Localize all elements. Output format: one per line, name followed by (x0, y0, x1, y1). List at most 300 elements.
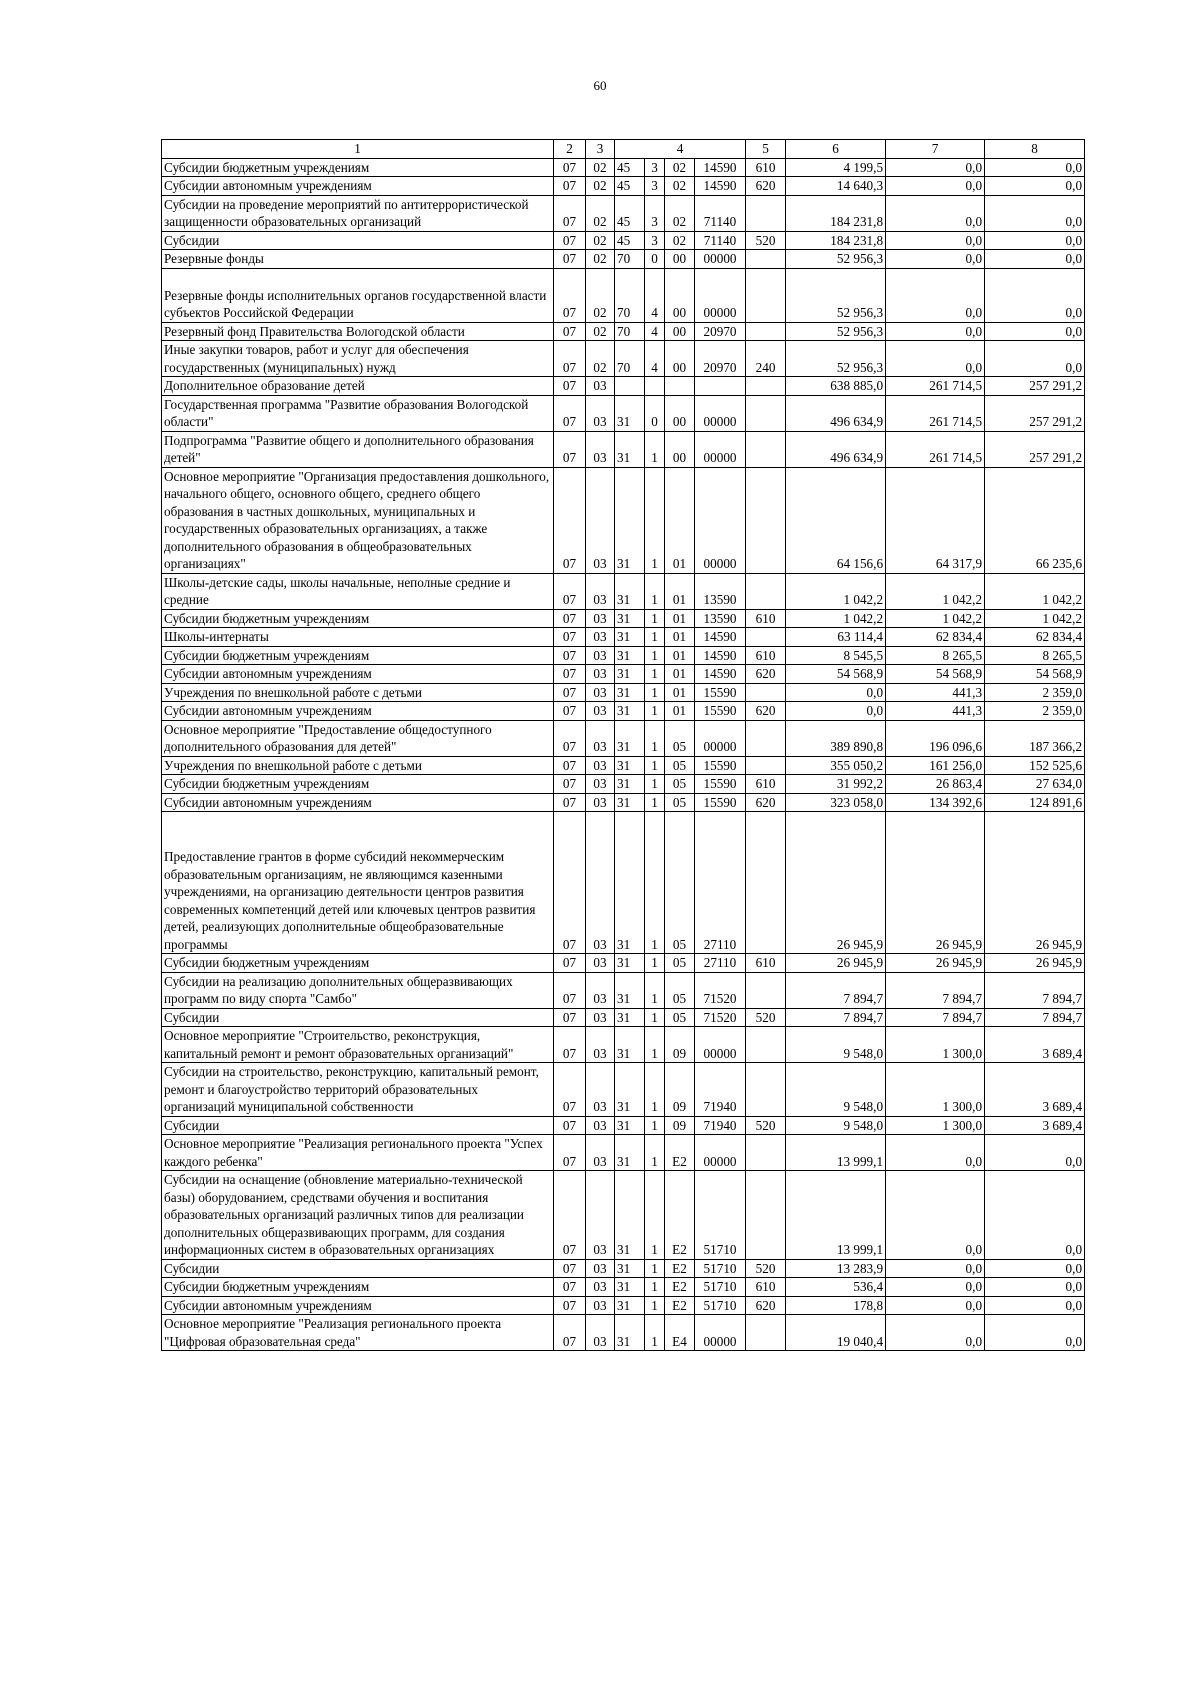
section-code-cell: 07 (554, 972, 586, 1008)
activity-code-cell: E2 (665, 1135, 695, 1171)
row-name-cell: Субсидии бюджетным учреждениям (162, 158, 554, 177)
expense-type-cell: 610 (746, 954, 786, 973)
amount-year2-cell: 1 300,0 (886, 1116, 985, 1135)
program-code-cell: 31 (615, 1027, 645, 1063)
program-code-cell: 31 (615, 1315, 645, 1351)
subsection-code-cell: 03 (586, 377, 615, 396)
table-row (162, 177, 1085, 196)
activity-code-cell: 05 (665, 954, 695, 973)
program-code-cell: 31 (615, 1008, 645, 1027)
direction-code-cell: 00000 (695, 1027, 746, 1063)
subsection-code-cell: 03 (586, 720, 615, 756)
row-name-cell: Субсидии автономным учреждениям (162, 665, 554, 684)
expense-type-cell: 620 (746, 665, 786, 684)
amount-year3-cell: 3 689,4 (985, 1116, 1085, 1135)
amount-year3-cell: 66 235,6 (985, 467, 1085, 573)
amount-year1-cell: 389 890,8 (786, 720, 886, 756)
direction-code-cell: 51710 (695, 1278, 746, 1297)
direction-code-cell: 00000 (695, 395, 746, 431)
direction-code-cell: 00000 (695, 1135, 746, 1171)
header-cell: 8 (985, 140, 1085, 159)
section-code-cell: 07 (554, 1278, 586, 1297)
activity-code-cell: 09 (665, 1063, 695, 1117)
activity-code-cell: 00 (665, 341, 695, 377)
section-code-cell: 07 (554, 1135, 586, 1171)
expense-type-cell (746, 268, 786, 322)
program-code-cell: 70 (615, 250, 645, 269)
expense-type-cell (746, 195, 786, 231)
amount-year1-cell: 13 999,1 (786, 1135, 886, 1171)
subsection-code-cell: 02 (586, 250, 615, 269)
program-code-cell: 31 (615, 395, 645, 431)
expense-type-cell (746, 756, 786, 775)
table-row (162, 1171, 1085, 1260)
amount-year2-cell: 0,0 (886, 250, 985, 269)
expense-type-cell: 610 (746, 646, 786, 665)
table-row (162, 377, 1085, 396)
subprogram-code-cell: 1 (645, 683, 665, 702)
amount-year3-cell: 2 359,0 (985, 683, 1085, 702)
subprogram-code-cell: 1 (645, 1171, 665, 1260)
row-name-cell: Резервный фонд Правительства Вологодской области (162, 322, 554, 341)
amount-year2-cell: 134 392,6 (886, 793, 985, 812)
amount-year2-cell: 261 714,5 (886, 377, 985, 396)
amount-year1-cell: 8 545,5 (786, 646, 886, 665)
amount-year1-cell: 1 042,2 (786, 573, 886, 609)
subprogram-code-cell: 1 (645, 1259, 665, 1278)
amount-year2-cell: 26 945,9 (886, 954, 985, 973)
row-name-cell: Субсидии бюджетным учреждениям (162, 1278, 554, 1297)
section-code-cell: 07 (554, 395, 586, 431)
expense-type-cell (746, 972, 786, 1008)
amount-year1-cell: 54 568,9 (786, 665, 886, 684)
section-code-cell: 07 (554, 793, 586, 812)
expense-type-cell (746, 377, 786, 396)
subprogram-code-cell: 1 (645, 573, 665, 609)
program-code-cell: 31 (615, 972, 645, 1008)
subsection-code-cell: 03 (586, 609, 615, 628)
expense-type-cell: 520 (746, 231, 786, 250)
amount-year3-cell: 1 042,2 (985, 609, 1085, 628)
amount-year3-cell: 257 291,2 (985, 395, 1085, 431)
subsection-code-cell: 02 (586, 195, 615, 231)
direction-code-cell: 13590 (695, 573, 746, 609)
amount-year2-cell: 26 945,9 (886, 812, 985, 954)
amount-year1-cell: 19 040,4 (786, 1315, 886, 1351)
amount-year3-cell: 0,0 (985, 1135, 1085, 1171)
row-name-cell: Субсидии автономным учреждениям (162, 177, 554, 196)
expense-type-cell: 620 (746, 1296, 786, 1315)
amount-year3-cell: 257 291,2 (985, 431, 1085, 467)
amount-year2-cell: 0,0 (886, 1278, 985, 1297)
row-name-cell: Субсидии бюджетным учреждениям (162, 954, 554, 973)
amount-year2-cell: 161 256,0 (886, 756, 985, 775)
program-code-cell: 45 (615, 195, 645, 231)
program-code-cell: 45 (615, 158, 645, 177)
activity-code-cell: 01 (665, 628, 695, 647)
amount-year2-cell: 1 300,0 (886, 1063, 985, 1117)
direction-code-cell: 71140 (695, 231, 746, 250)
amount-year2-cell: 7 894,7 (886, 1008, 985, 1027)
table-row (162, 1315, 1085, 1351)
table-body (162, 158, 1085, 1351)
subprogram-code-cell: 1 (645, 1278, 665, 1297)
amount-year3-cell: 0,0 (985, 158, 1085, 177)
amount-year3-cell: 8 265,5 (985, 646, 1085, 665)
subprogram-code-cell: 1 (645, 665, 665, 684)
activity-code-cell: 00 (665, 431, 695, 467)
program-code-cell: 31 (615, 1116, 645, 1135)
section-code-cell: 07 (554, 1296, 586, 1315)
program-code-cell: 31 (615, 609, 645, 628)
section-code-cell: 07 (554, 665, 586, 684)
expense-type-cell (746, 250, 786, 269)
subsection-code-cell: 02 (586, 231, 615, 250)
table-row (162, 1259, 1085, 1278)
program-code-cell: 31 (615, 1278, 645, 1297)
expense-type-cell (746, 1027, 786, 1063)
subsection-code-cell: 03 (586, 683, 615, 702)
amount-year1-cell: 13 999,1 (786, 1171, 886, 1260)
direction-code-cell: 14590 (695, 177, 746, 196)
row-name-cell: Резервные фонды исполнительных органов государственной власти субъектов Российской Федерации (162, 268, 554, 322)
row-name-cell: Основное мероприятие "Предоставление общедоступного дополнительного образования для детей" (162, 720, 554, 756)
amount-year2-cell: 1 042,2 (886, 609, 985, 628)
amount-year1-cell: 31 992,2 (786, 775, 886, 794)
table-row (162, 1008, 1085, 1027)
header-cell: 5 (746, 140, 786, 159)
table-header-row (162, 140, 1085, 159)
row-name-cell: Субсидии бюджетным учреждениям (162, 646, 554, 665)
direction-code-cell: 51710 (695, 1259, 746, 1278)
subsection-code-cell: 03 (586, 1315, 615, 1351)
row-name-cell: Субсидии (162, 231, 554, 250)
direction-code-cell: 20970 (695, 322, 746, 341)
table-row (162, 431, 1085, 467)
amount-year2-cell: 441,3 (886, 702, 985, 721)
subsection-code-cell: 03 (586, 756, 615, 775)
amount-year1-cell: 4 199,5 (786, 158, 886, 177)
activity-code-cell: 02 (665, 158, 695, 177)
amount-year2-cell: 0,0 (886, 1259, 985, 1278)
amount-year3-cell: 0,0 (985, 1171, 1085, 1260)
expense-type-cell (746, 1135, 786, 1171)
subsection-code-cell: 03 (586, 665, 615, 684)
page-number: 60 (593, 78, 607, 93)
amount-year3-cell: 0,0 (985, 341, 1085, 377)
program-code-cell: 31 (615, 628, 645, 647)
activity-code-cell: 01 (665, 646, 695, 665)
program-code-cell: 31 (615, 756, 645, 775)
amount-year2-cell: 261 714,5 (886, 431, 985, 467)
row-name-cell: Резервные фонды (162, 250, 554, 269)
amount-year3-cell: 54 568,9 (985, 665, 1085, 684)
header-cell: 2 (554, 140, 586, 159)
table-row (162, 1278, 1085, 1297)
expense-type-cell (746, 322, 786, 341)
direction-code-cell: 00000 (695, 1315, 746, 1351)
table-row (162, 250, 1085, 269)
row-name-cell: Субсидии (162, 1259, 554, 1278)
section-code-cell: 07 (554, 268, 586, 322)
direction-code-cell: 15590 (695, 775, 746, 794)
amount-year3-cell: 0,0 (985, 250, 1085, 269)
amount-year3-cell: 62 834,4 (985, 628, 1085, 647)
subprogram-code-cell: 1 (645, 756, 665, 775)
subsection-code-cell: 02 (586, 177, 615, 196)
table-row (162, 341, 1085, 377)
program-code-cell: 70 (615, 322, 645, 341)
activity-code-cell (665, 377, 695, 396)
direction-code-cell: 14590 (695, 665, 746, 684)
section-code-cell: 07 (554, 158, 586, 177)
section-code-cell: 07 (554, 702, 586, 721)
program-code-cell: 31 (615, 1171, 645, 1260)
direction-code-cell: 00000 (695, 720, 746, 756)
table-row (162, 268, 1085, 322)
amount-year3-cell: 7 894,7 (985, 1008, 1085, 1027)
program-code-cell: 31 (615, 954, 645, 973)
program-code-cell: 31 (615, 683, 645, 702)
row-name-cell: Субсидии автономным учреждениям (162, 1296, 554, 1315)
table-row (162, 665, 1085, 684)
amount-year2-cell: 0,0 (886, 1296, 985, 1315)
amount-year1-cell: 638 885,0 (786, 377, 886, 396)
header-cell: 6 (786, 140, 886, 159)
amount-year2-cell: 0,0 (886, 341, 985, 377)
subprogram-code-cell: 1 (645, 702, 665, 721)
amount-year2-cell: 261 714,5 (886, 395, 985, 431)
table-row (162, 812, 1085, 954)
activity-code-cell: 00 (665, 268, 695, 322)
subsection-code-cell: 03 (586, 1063, 615, 1117)
row-name-cell: Школы-детские сады, школы начальные, неполные средние и средние (162, 573, 554, 609)
table-row (162, 628, 1085, 647)
section-code-cell: 07 (554, 756, 586, 775)
amount-year3-cell: 3 689,4 (985, 1027, 1085, 1063)
table-row (162, 1027, 1085, 1063)
row-name-cell: Субсидии автономным учреждениям (162, 793, 554, 812)
table-row (162, 609, 1085, 628)
amount-year2-cell: 8 265,5 (886, 646, 985, 665)
subsection-code-cell: 03 (586, 646, 615, 665)
amount-year3-cell: 27 634,0 (985, 775, 1085, 794)
program-code-cell: 31 (615, 646, 645, 665)
row-name-cell: Основное мероприятие "Реализация регионального проекта "Цифровая образовательная среда" (162, 1315, 554, 1351)
direction-code-cell: 71520 (695, 972, 746, 1008)
subsection-code-cell: 02 (586, 341, 615, 377)
expense-type-cell (746, 395, 786, 431)
program-code-cell: 70 (615, 268, 645, 322)
amount-year2-cell: 441,3 (886, 683, 985, 702)
table-row (162, 231, 1085, 250)
direction-code-cell: 00000 (695, 268, 746, 322)
direction-code-cell: 51710 (695, 1296, 746, 1315)
amount-year1-cell: 7 894,7 (786, 1008, 886, 1027)
header-cell: 4 (615, 140, 746, 159)
amount-year3-cell: 152 525,6 (985, 756, 1085, 775)
amount-year2-cell: 196 096,6 (886, 720, 985, 756)
activity-code-cell: 01 (665, 683, 695, 702)
subsection-code-cell: 03 (586, 628, 615, 647)
subsection-code-cell: 03 (586, 1171, 615, 1260)
amount-year3-cell: 124 891,6 (985, 793, 1085, 812)
amount-year1-cell: 26 945,9 (786, 812, 886, 954)
subprogram-code-cell: 1 (645, 720, 665, 756)
subprogram-code-cell: 1 (645, 775, 665, 794)
amount-year2-cell: 1 042,2 (886, 573, 985, 609)
section-code-cell: 07 (554, 1008, 586, 1027)
expense-type-cell (746, 683, 786, 702)
expense-type-cell: 520 (746, 1116, 786, 1135)
activity-code-cell: 05 (665, 793, 695, 812)
table-row (162, 793, 1085, 812)
amount-year2-cell: 0,0 (886, 1171, 985, 1260)
activity-code-cell: 01 (665, 573, 695, 609)
section-code-cell: 07 (554, 1259, 586, 1278)
amount-year3-cell: 0,0 (985, 322, 1085, 341)
amount-year1-cell: 496 634,9 (786, 431, 886, 467)
amount-year2-cell: 0,0 (886, 231, 985, 250)
expense-type-cell: 610 (746, 1278, 786, 1297)
table-row (162, 1296, 1085, 1315)
program-code-cell (615, 377, 645, 396)
section-code-cell: 07 (554, 322, 586, 341)
header-cell: 1 (162, 140, 554, 159)
subprogram-code-cell: 3 (645, 158, 665, 177)
amount-year1-cell: 52 956,3 (786, 322, 886, 341)
activity-code-cell: E2 (665, 1259, 695, 1278)
amount-year1-cell: 64 156,6 (786, 467, 886, 573)
expense-type-cell (746, 812, 786, 954)
subsection-code-cell: 03 (586, 1008, 615, 1027)
table-row (162, 720, 1085, 756)
row-name-cell: Субсидии на строительство, реконструкцию, капитальный ремонт, ремонт и благоустройство территорий образовательных организаций муниципальной собственности (162, 1063, 554, 1117)
expense-type-cell (746, 431, 786, 467)
section-code-cell: 07 (554, 195, 586, 231)
direction-code-cell: 13590 (695, 609, 746, 628)
subprogram-code-cell: 1 (645, 793, 665, 812)
row-name-cell: Иные закупки товаров, работ и услуг для обеспечения государственных (муниципальных) нужд (162, 341, 554, 377)
program-code-cell: 31 (615, 702, 645, 721)
section-code-cell: 07 (554, 628, 586, 647)
table-row (162, 467, 1085, 573)
subsection-code-cell: 03 (586, 1027, 615, 1063)
amount-year1-cell: 184 231,8 (786, 231, 886, 250)
row-name-cell: Государственная программа "Развитие образования Вологодской области" (162, 395, 554, 431)
amount-year2-cell: 0,0 (886, 322, 985, 341)
amount-year1-cell: 0,0 (786, 683, 886, 702)
direction-code-cell: 00000 (695, 431, 746, 467)
amount-year1-cell: 52 956,3 (786, 341, 886, 377)
section-code-cell: 07 (554, 646, 586, 665)
activity-code-cell: 05 (665, 1008, 695, 1027)
subsection-code-cell: 03 (586, 1278, 615, 1297)
amount-year1-cell: 9 548,0 (786, 1063, 886, 1117)
activity-code-cell: 05 (665, 972, 695, 1008)
program-code-cell: 31 (615, 1259, 645, 1278)
table-row (162, 395, 1085, 431)
direction-code-cell: 00000 (695, 250, 746, 269)
section-code-cell: 07 (554, 1063, 586, 1117)
row-name-cell: Субсидии автономным учреждениям (162, 702, 554, 721)
subsection-code-cell: 02 (586, 158, 615, 177)
header-cell: 3 (586, 140, 615, 159)
subprogram-code-cell: 4 (645, 268, 665, 322)
amount-year1-cell: 178,8 (786, 1296, 886, 1315)
activity-code-cell: 09 (665, 1027, 695, 1063)
expense-type-cell: 610 (746, 775, 786, 794)
amount-year2-cell: 62 834,4 (886, 628, 985, 647)
activity-code-cell: 02 (665, 177, 695, 196)
table-row (162, 195, 1085, 231)
section-code-cell: 07 (554, 1116, 586, 1135)
amount-year2-cell: 26 863,4 (886, 775, 985, 794)
subprogram-code-cell: 1 (645, 1135, 665, 1171)
expense-type-cell: 620 (746, 702, 786, 721)
direction-code-cell: 00000 (695, 467, 746, 573)
row-name-cell: Дополнительное образование детей (162, 377, 554, 396)
expense-type-cell (746, 1171, 786, 1260)
activity-code-cell: E2 (665, 1296, 695, 1315)
amount-year1-cell: 496 634,9 (786, 395, 886, 431)
expense-type-cell (746, 628, 786, 647)
amount-year3-cell: 0,0 (985, 1296, 1085, 1315)
program-code-cell: 31 (615, 431, 645, 467)
amount-year1-cell: 14 640,3 (786, 177, 886, 196)
section-code-cell: 07 (554, 250, 586, 269)
amount-year2-cell: 0,0 (886, 177, 985, 196)
table-row (162, 646, 1085, 665)
amount-year2-cell: 0,0 (886, 195, 985, 231)
section-code-cell: 07 (554, 377, 586, 396)
program-code-cell: 31 (615, 1296, 645, 1315)
subsection-code-cell: 03 (586, 1135, 615, 1171)
row-name-cell: Учреждения по внешкольной работе с детьми (162, 683, 554, 702)
row-name-cell: Учреждения по внешкольной работе с детьми (162, 756, 554, 775)
subsection-code-cell: 02 (586, 268, 615, 322)
direction-code-cell: 14590 (695, 628, 746, 647)
row-name-cell: Субсидии бюджетным учреждениям (162, 775, 554, 794)
amount-year3-cell: 257 291,2 (985, 377, 1085, 396)
amount-year3-cell: 3 689,4 (985, 1063, 1085, 1117)
activity-code-cell: 02 (665, 195, 695, 231)
amount-year3-cell: 0,0 (985, 1278, 1085, 1297)
subprogram-code-cell: 3 (645, 177, 665, 196)
amount-year1-cell: 355 050,2 (786, 756, 886, 775)
amount-year1-cell: 536,4 (786, 1278, 886, 1297)
program-code-cell: 31 (615, 467, 645, 573)
subsection-code-cell: 03 (586, 793, 615, 812)
amount-year1-cell: 184 231,8 (786, 195, 886, 231)
direction-code-cell (695, 377, 746, 396)
subsection-code-cell: 03 (586, 1116, 615, 1135)
amount-year1-cell: 1 042,2 (786, 609, 886, 628)
section-code-cell: 07 (554, 1315, 586, 1351)
subprogram-code-cell: 1 (645, 954, 665, 973)
activity-code-cell: 05 (665, 720, 695, 756)
program-code-cell: 45 (615, 177, 645, 196)
expense-type-cell (746, 467, 786, 573)
subprogram-code-cell (645, 377, 665, 396)
subsection-code-cell: 03 (586, 702, 615, 721)
row-name-cell: Субсидии бюджетным учреждениям (162, 609, 554, 628)
amount-year1-cell: 323 058,0 (786, 793, 886, 812)
program-code-cell: 31 (615, 1063, 645, 1117)
section-code-cell: 07 (554, 231, 586, 250)
activity-code-cell: 01 (665, 609, 695, 628)
amount-year1-cell: 52 956,3 (786, 250, 886, 269)
